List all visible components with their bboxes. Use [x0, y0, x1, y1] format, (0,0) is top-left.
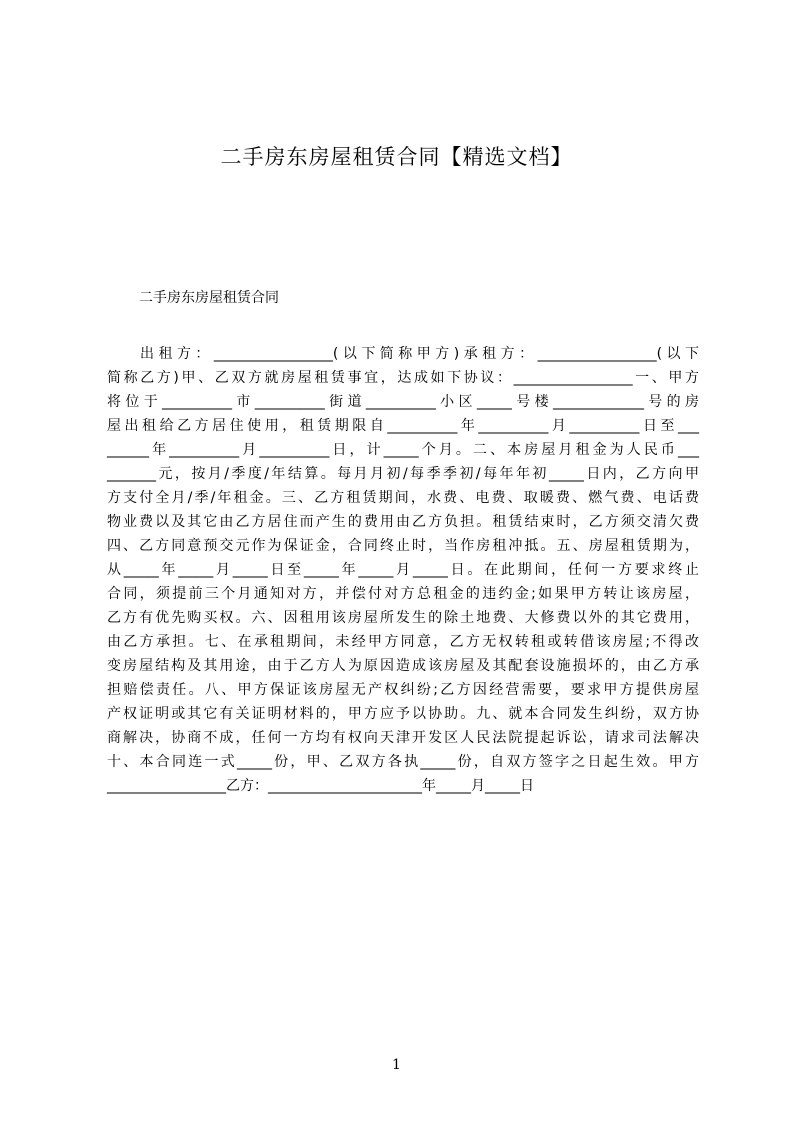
body-line: ______年__________月__________日，计_____个月。二、本房屋月租金为人民币___	[107, 442, 699, 458]
body-line: 四、乙方同意预交元作为保证金，合同终止时，当作房租冲抵。五、房屋租赁期为，	[107, 538, 699, 554]
body-line: 变房屋结构及其用途，由于乙方人为原因造成该房屋及其配套设施损坏的，由乙方承	[107, 658, 699, 674]
body-line: 从_____年_____月_____日至_____年_____月_____日。在此期间，任何一方要求终止	[107, 562, 699, 578]
body-line: 担赔偿责任。八、甲方保证该房屋无产权纠纷;乙方因经营需要，要求甲方提供房屋	[107, 682, 699, 698]
body-line: 屋出租给乙方居住使用，租赁期限自__________年__________月__________日至___	[107, 418, 699, 434]
contract-body	[107, 342, 699, 798]
body-line: 产权证明或其它有关证明材料的，甲方应予以协助。九、就本合同发生纠纷，双方协	[107, 706, 699, 722]
body-line: 方支付全月/季/年租金。三、乙方租赁期间，水费、电费、取暖费、燃气费、电话费	[107, 490, 699, 506]
body-line: 十、本合同连一式_____份，甲、乙双方各执_____份，自双方签字之日起生效。甲方	[107, 754, 699, 770]
body-line: 简称乙方)甲、乙双方就房屋租赁事宜，达成如下协议：_________________一、甲方	[107, 370, 699, 386]
body-line: 合同，须提前三个月通知对方，并偿付对方总租金的违约金;如果甲方转让该房屋，	[107, 586, 699, 602]
body-line: 将位于__________市__________街道__________小区_____号楼_____________号的房	[107, 394, 699, 410]
body-line: 出租方：_________________(以下简称甲方)承租方：_________________(以下	[140, 346, 699, 362]
document-title: 二手房东房屋租赁合同【精选文档】	[220, 145, 573, 169]
signature-line: _________________乙方：______________________年_____月_____日	[107, 778, 534, 794]
page-number: 1	[392, 1057, 401, 1073]
body-line: _______元，按月/季度/年结算。每月月初/每季季初/每年年初_____日内，乙方向甲	[107, 466, 699, 482]
body-line: 乙方有优先购买权。六、因租用该房屋所发生的除土地费、大修费以外的其它费用，	[107, 610, 699, 626]
body-line: 由乙方承担。七、在承租期间，未经甲方同意，乙方无权转租或转借该房屋;不得改	[107, 634, 699, 650]
document-subtitle: 二手房东房屋租赁合同	[139, 290, 279, 306]
body-line: 商解决，协商不成，任何一方均有权向天津开发区人民法院提起诉讼，请求司法解决	[107, 730, 699, 746]
body-line: 物业费以及其它由乙方居住而产生的费用由乙方负担。租赁结束时，乙方须交清欠费	[107, 514, 699, 530]
